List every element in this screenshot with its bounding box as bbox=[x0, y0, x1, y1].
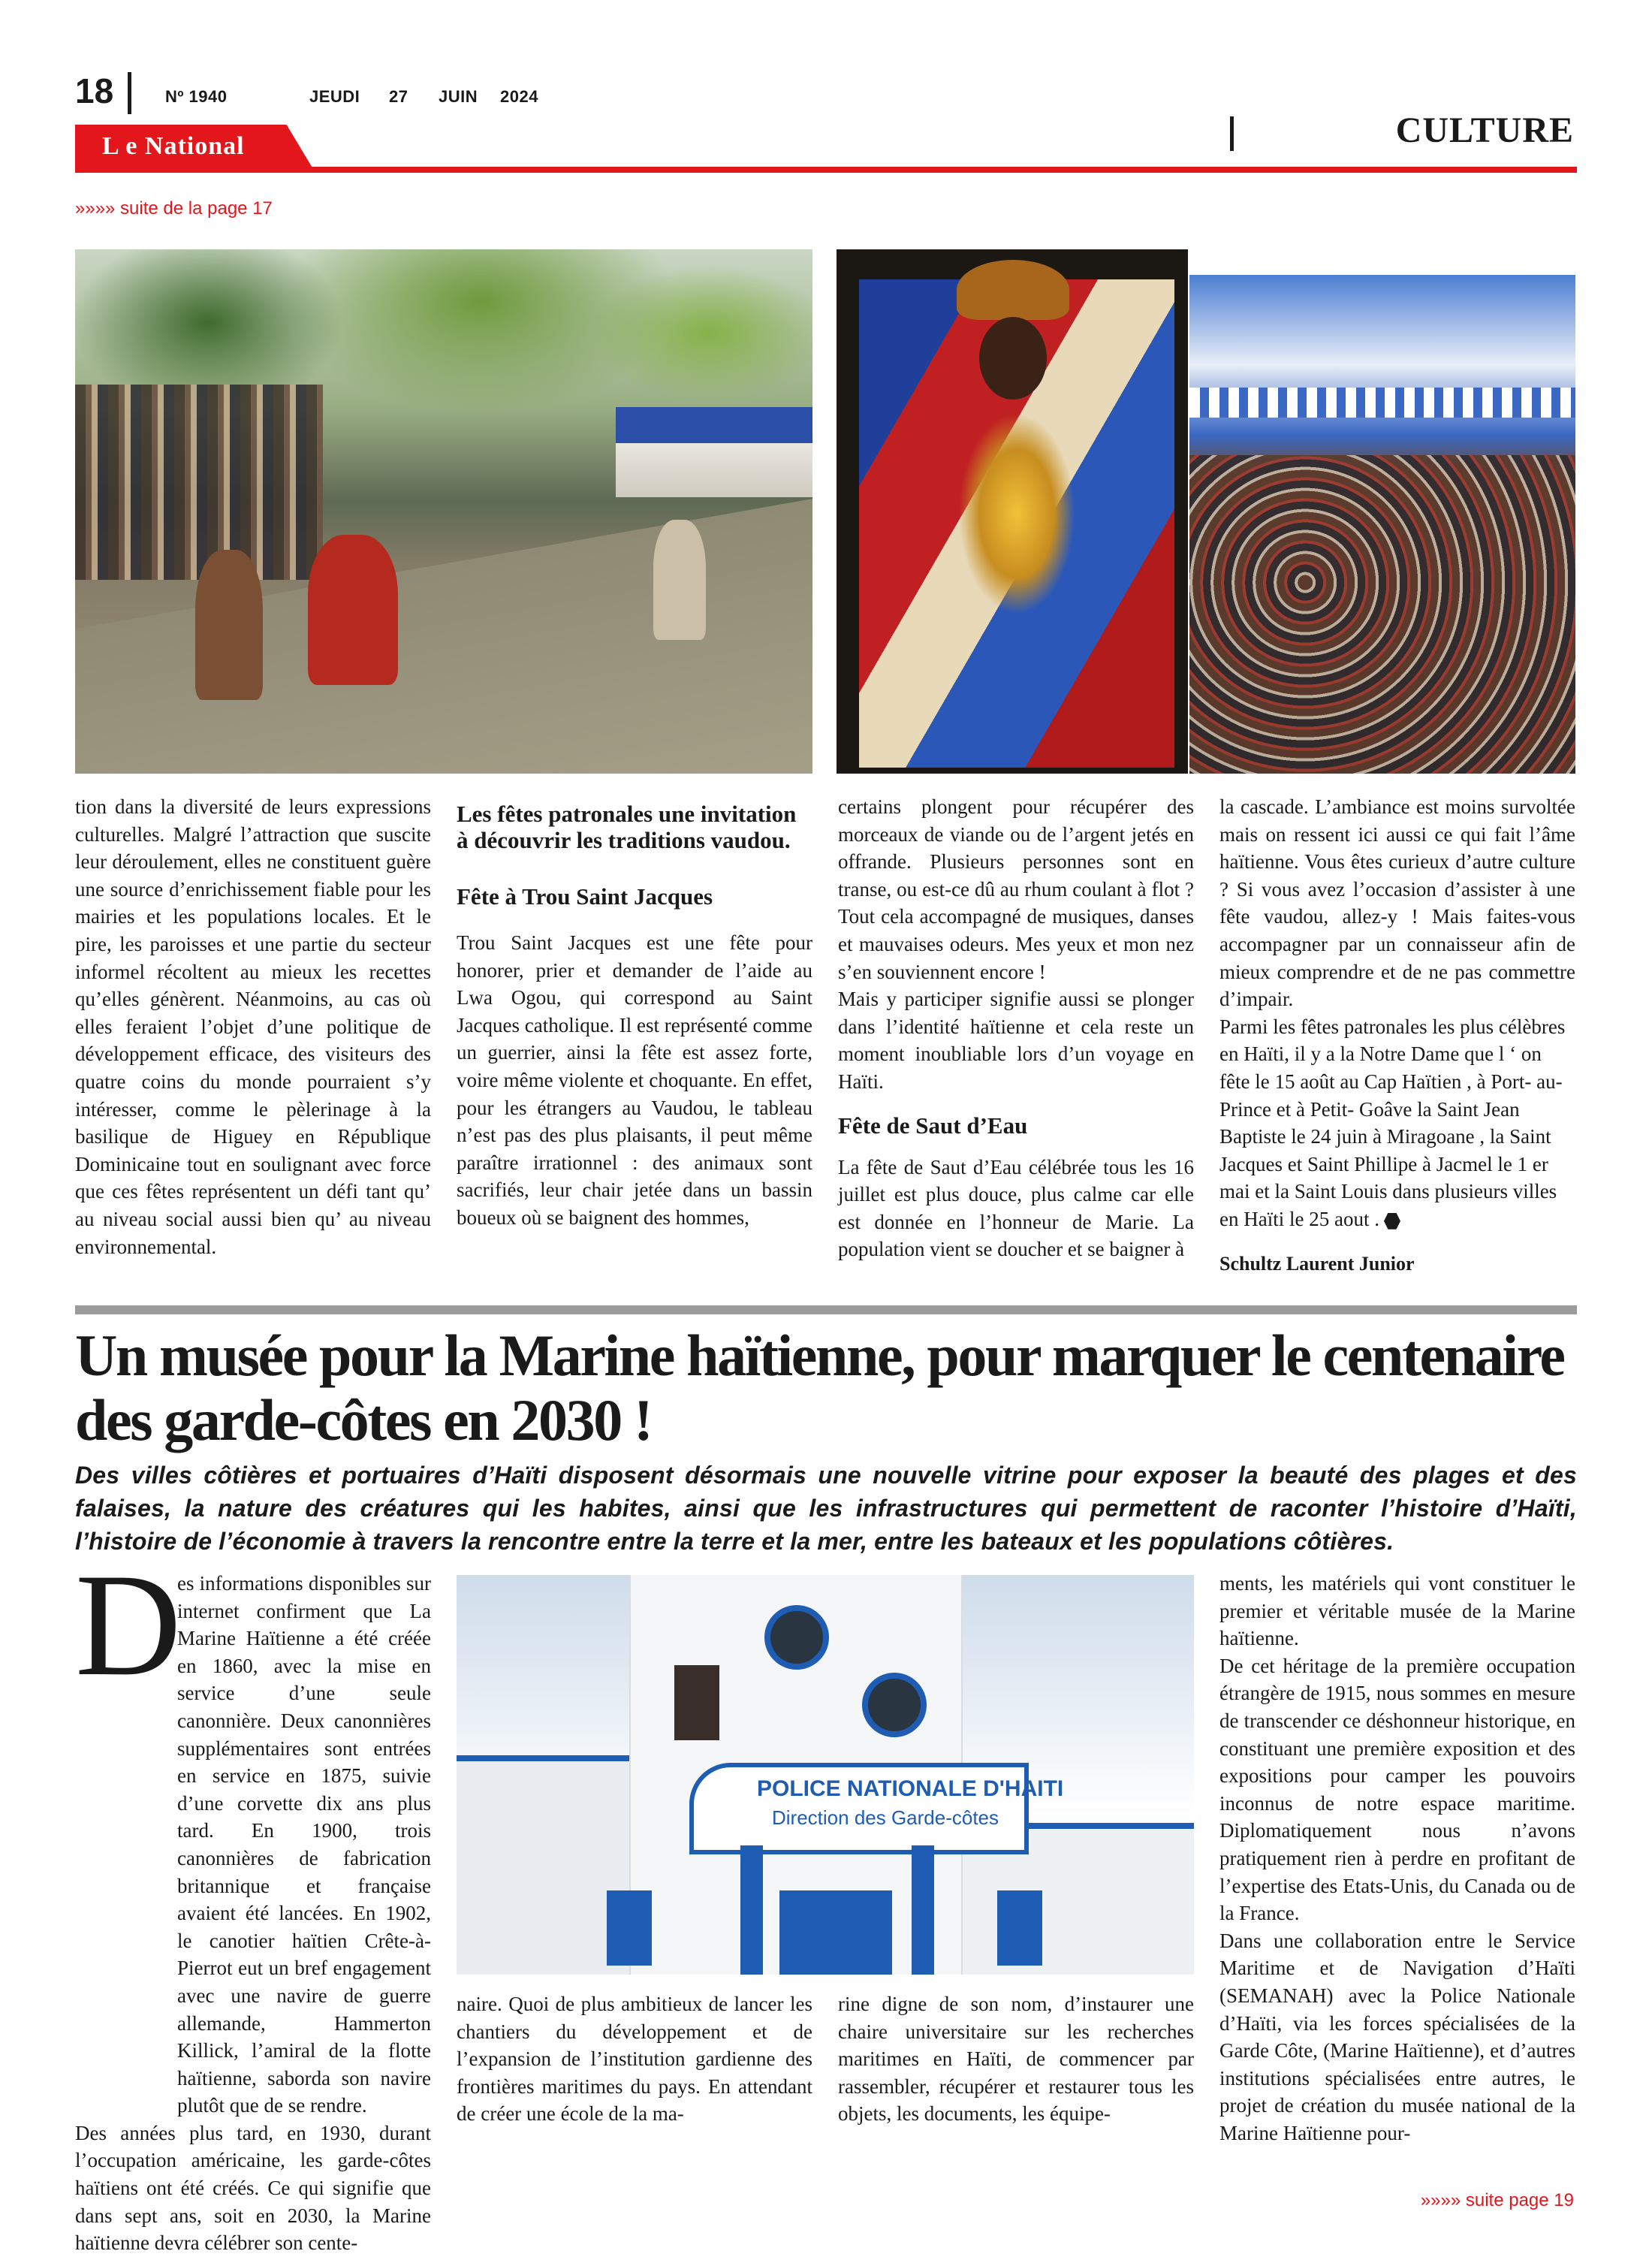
article2-col4-paragraph-1: ments, les matériels qui vont constituer le premier et véritable musée de la Marine haïtienne. bbox=[1219, 1572, 1575, 1650]
article2-lead: Des villes côtières et portuaires d’Haïti disposent désormais une nouvelle vitrine pour exposer la beauté des plages et des falaises, la nature des créatures qui les habites, ainsi que les infrastructures qui permettent de raconter l’histoire d’Haïti, l’histoire de l’économie à travers la rencontre entre la terre et la mer, entre les bateaux et les populations côtières. bbox=[75, 1462, 1577, 1555]
photo-crowd bbox=[75, 385, 323, 580]
article2-col1-paragraph-1: es informations disponibles sur internet confirment que La Marine Haïtienne a été créée en 1860, avec la mise en service d’une seule canonnière. Deux canonnières supplémentaires sont entrées en service en 1875, suivie d’une corvette dix ans plus tard. En 1900, trois canonnières de fabrication britannique et française avaient été lancées. En 1902, le canotier haïtien Crête-à-Pierrot eut un bref engagement avec une navire de guerre allemande, Hammerton Killick, l’amiral de la flotte haïtienne, saborda son navire plutôt que de se rendre. bbox=[177, 1572, 431, 2117]
article2-col3-paragraph: rine digne de son nom, d’instaurer une chaire universitaire sur les recherches maritimes en Haïti, de commencer par rassembler, récupérer et restaurer tous les objets, les documents, les équipe- bbox=[838, 1993, 1194, 2126]
photo-statue-crown bbox=[957, 260, 1069, 320]
header-red-rule bbox=[75, 167, 1577, 173]
page-number-divider bbox=[128, 72, 131, 114]
photo-blue-column bbox=[912, 1845, 934, 1975]
article1-col3-body bbox=[838, 793, 1194, 1096]
article1-col4-body bbox=[1219, 793, 1575, 1233]
end-mark-icon bbox=[1384, 1213, 1400, 1230]
article1-subhead: Les fêtes patronales une invitation à découvrir les traditions vaudou. bbox=[457, 801, 797, 853]
article1-author: Schultz Laurent Junior bbox=[1219, 1252, 1415, 1275]
article1-col4-paragraph-1: la cascade. L’ambiance est moins survoltée mais on ressent ici aussi ce qui fait l’âme haïtienne. Vous êtes curieux d’autre culture ? Si vous avez l’occasion d’assister à une fête vaudou, allez-y ! Mais faites-vous accompagner par un connaisseur afin de mieux comprendre et de ne pas commettre d’impair. bbox=[1219, 795, 1575, 1011]
photo-round-window bbox=[764, 1605, 829, 1670]
article2-column-1 bbox=[75, 1570, 431, 2257]
section-title: CULTURE bbox=[1395, 110, 1574, 150]
article1-col2-body bbox=[457, 929, 812, 1232]
brand-name: L e National bbox=[102, 132, 245, 160]
article1-col4-paragraph-2: Parmi les fêtes patronales les plus célèbres en Haïti, il y a la Notre Dame que l ‘ on fête le 15 août au Cap Haïtien , à Port- au- Prince et à Petit- Goâve la Saint Jean Baptiste le 24 juin à Miragoane , la Saint Jacques et Saint Phillipe à Jacmel le 1 er mai et la Saint Louis dans plusieurs villes en Haïti le 25 aout . bbox=[1219, 1015, 1566, 1230]
article-separator-rule bbox=[75, 1305, 1577, 1314]
photo-figure-in-water bbox=[653, 520, 706, 640]
photo-sign-line-1: POLICE NATIONALE D'HAITI bbox=[757, 1776, 1064, 1801]
photo-blue-shutter bbox=[607, 1890, 652, 1966]
article1-col3-paragraph-3: La fête de Saut d’Eau célébrée tous les 16 juillet est plus douce, plus calme car elle est donnée en l’honneur de Marie. La population vient se doucher et se baigner à bbox=[838, 1155, 1194, 1261]
section-divider bbox=[1230, 116, 1234, 151]
article2-col4-paragraph-2: De cet héritage de la première occupation étrangère de 1915, nous sommes en mesure de transcender ce déshonneur historique, en constituant une première exposition et des expositions pour camper les pouvoirs inconnus de notre espace maritime. Diplomatiquement nous n’avons pratiquement rien à perdre en profitant de l’expertise des Etats-Unis, du Canada ou de la France. bbox=[1219, 1654, 1575, 1925]
article2-column-3 bbox=[838, 1990, 1194, 2128]
continued-to: »»»» suite page 19 bbox=[1420, 2190, 1574, 2210]
page-number: 18 bbox=[75, 71, 114, 110]
article2-headline: Un musée pour la Marine haïtienne, pour marquer le centenaire des garde-côtes en 2030 ! bbox=[75, 1323, 1564, 1453]
article1-column-2 bbox=[457, 801, 812, 1232]
article2-column-2 bbox=[457, 1990, 812, 2128]
article2-col1-paragraph-2: Des années plus tard, en 1930, durant l’occupation américaine, les garde-côtes haïtiens ont été créés. Ce qui signifie que dans sept ans, soit en 2030, la Marine haïtienne devra célébrer son cente- bbox=[75, 2121, 431, 2255]
article1-col1-paragraph: tion dans la diversité de leurs expressions culturelles. Malgré l’attraction que suscite leur déroulement, elles ne constituent guère une source d’enrichissement fiable pour les mairies et les populations locales. Et le pire, les paroisses et une partie du secteur informel récoltent au mieux les recettes qu’elles génèrent. Néanmoins, au cas où elles feraient l’objet d’une politique de développement efficace, des visiteurs des quatre coins du monde pourraient s’y intéresser, comme le pèlerinage à la basilique de Higuey en République Dominicaine tout en soulignant avec force que ces fêtes représentent un défi tant qu’ au niveau social aussi bien qu’ au niveau environnemental. bbox=[75, 795, 431, 1258]
photo-round-window bbox=[862, 1673, 927, 1737]
photo-trou-saint-jacques bbox=[75, 249, 812, 774]
photo-statue-face bbox=[979, 317, 1047, 400]
continued-from: »»»» suite de la page 17 bbox=[75, 198, 273, 219]
photo-figure-red-dress bbox=[308, 535, 398, 685]
issue-number: Nº 1940 bbox=[165, 87, 228, 106]
photo-church-crowd bbox=[1189, 275, 1575, 774]
photo-entrance-gate bbox=[779, 1890, 892, 1975]
article1-column-1 bbox=[75, 793, 431, 1260]
issue-weekday: JEUDI bbox=[309, 87, 360, 106]
article1-col3b-body bbox=[838, 1154, 1194, 1263]
article1-col3-paragraph-2: Mais y participer signifie aussi se plonger dans l’identité haïtienne et cela reste un moment inoubliable lors d’un voyage en Haïti. bbox=[838, 988, 1194, 1093]
article1-column-4 bbox=[1219, 793, 1575, 1275]
article1-col3-paragraph-1: certains plongent pour récupérer des morceaux de viande ou de l’argent jetés en offrande. Plusieurs personnes sont en transe, ou est-ce dû au rhum coulant à flot ? Tout cela accompagné de musiques, danses et mauvaises odeurs. Mes yeux et mon nez s’en souviennent encore ! bbox=[838, 795, 1194, 983]
photo-sign-line-2: Direction des Garde-côtes bbox=[772, 1806, 999, 1829]
article2-column-4 bbox=[1219, 1570, 1575, 2147]
article1-col2-paragraph: Trou Saint Jacques est une fête pour honorer, prier et demander de l’aide au Lwa Ogou, qui correspond au Saint Jacques catholique. Il est représenté comme un guerrier, ainsi la fête est assez forte, voire même violente et choquante. En effet, pour les étrangers au Vaudou, le tableau n’est pas des plus plaisants, il peut même paraître irrationnel : des animaux sont sacrifiés, leur chair jetée dans un bassin boueux où se baignent des hommes, bbox=[457, 931, 812, 1229]
photo-virgin-statue bbox=[837, 249, 1188, 774]
photo-courtyard-crowd bbox=[1189, 455, 1575, 774]
photo-balcony-rail bbox=[1189, 388, 1575, 418]
article2-col4-paragraph-3: Dans une collaboration entre le Service Maritime et de Navigation d’Haïti (SEMANAH) avec la Police Nationale d’Haïti, via les forces spécialisées de la Garde Côte, (Marine Haïtienne), et d’autres institutions spécialisées entre autres, le projet de création du musée national de la Marine Haïtienne pour- bbox=[1219, 1929, 1575, 2144]
photo-window bbox=[674, 1665, 719, 1740]
photo-blue-wall bbox=[616, 407, 812, 497]
photo-coast-guard-building bbox=[457, 1575, 1194, 1975]
article1-column-3 bbox=[838, 793, 1194, 1263]
article2-dropcap: D bbox=[75, 1543, 182, 1706]
photo-blue-column bbox=[740, 1845, 763, 1975]
heading-saut-d-eau: Fête de Saut d’Eau bbox=[838, 1112, 1028, 1139]
issue-year: 2024 bbox=[500, 87, 538, 106]
photo-figure-man bbox=[195, 550, 263, 700]
photo-side-wing-left bbox=[457, 1755, 629, 1975]
article2-col2-paragraph: naire. Quoi de plus ambitieux de lancer les chantiers du développement et de l’expansion de l’institution gardienne des frontières maritimes du pays. En attendant de créer une école de la ma- bbox=[457, 1993, 812, 2126]
photo-blue-shutter bbox=[997, 1890, 1042, 1966]
heading-trou-saint-jacques: Fête à Trou Saint Jacques bbox=[457, 883, 713, 910]
issue-date-day: 27 bbox=[389, 87, 408, 106]
issue-month: JUIN bbox=[439, 87, 478, 106]
